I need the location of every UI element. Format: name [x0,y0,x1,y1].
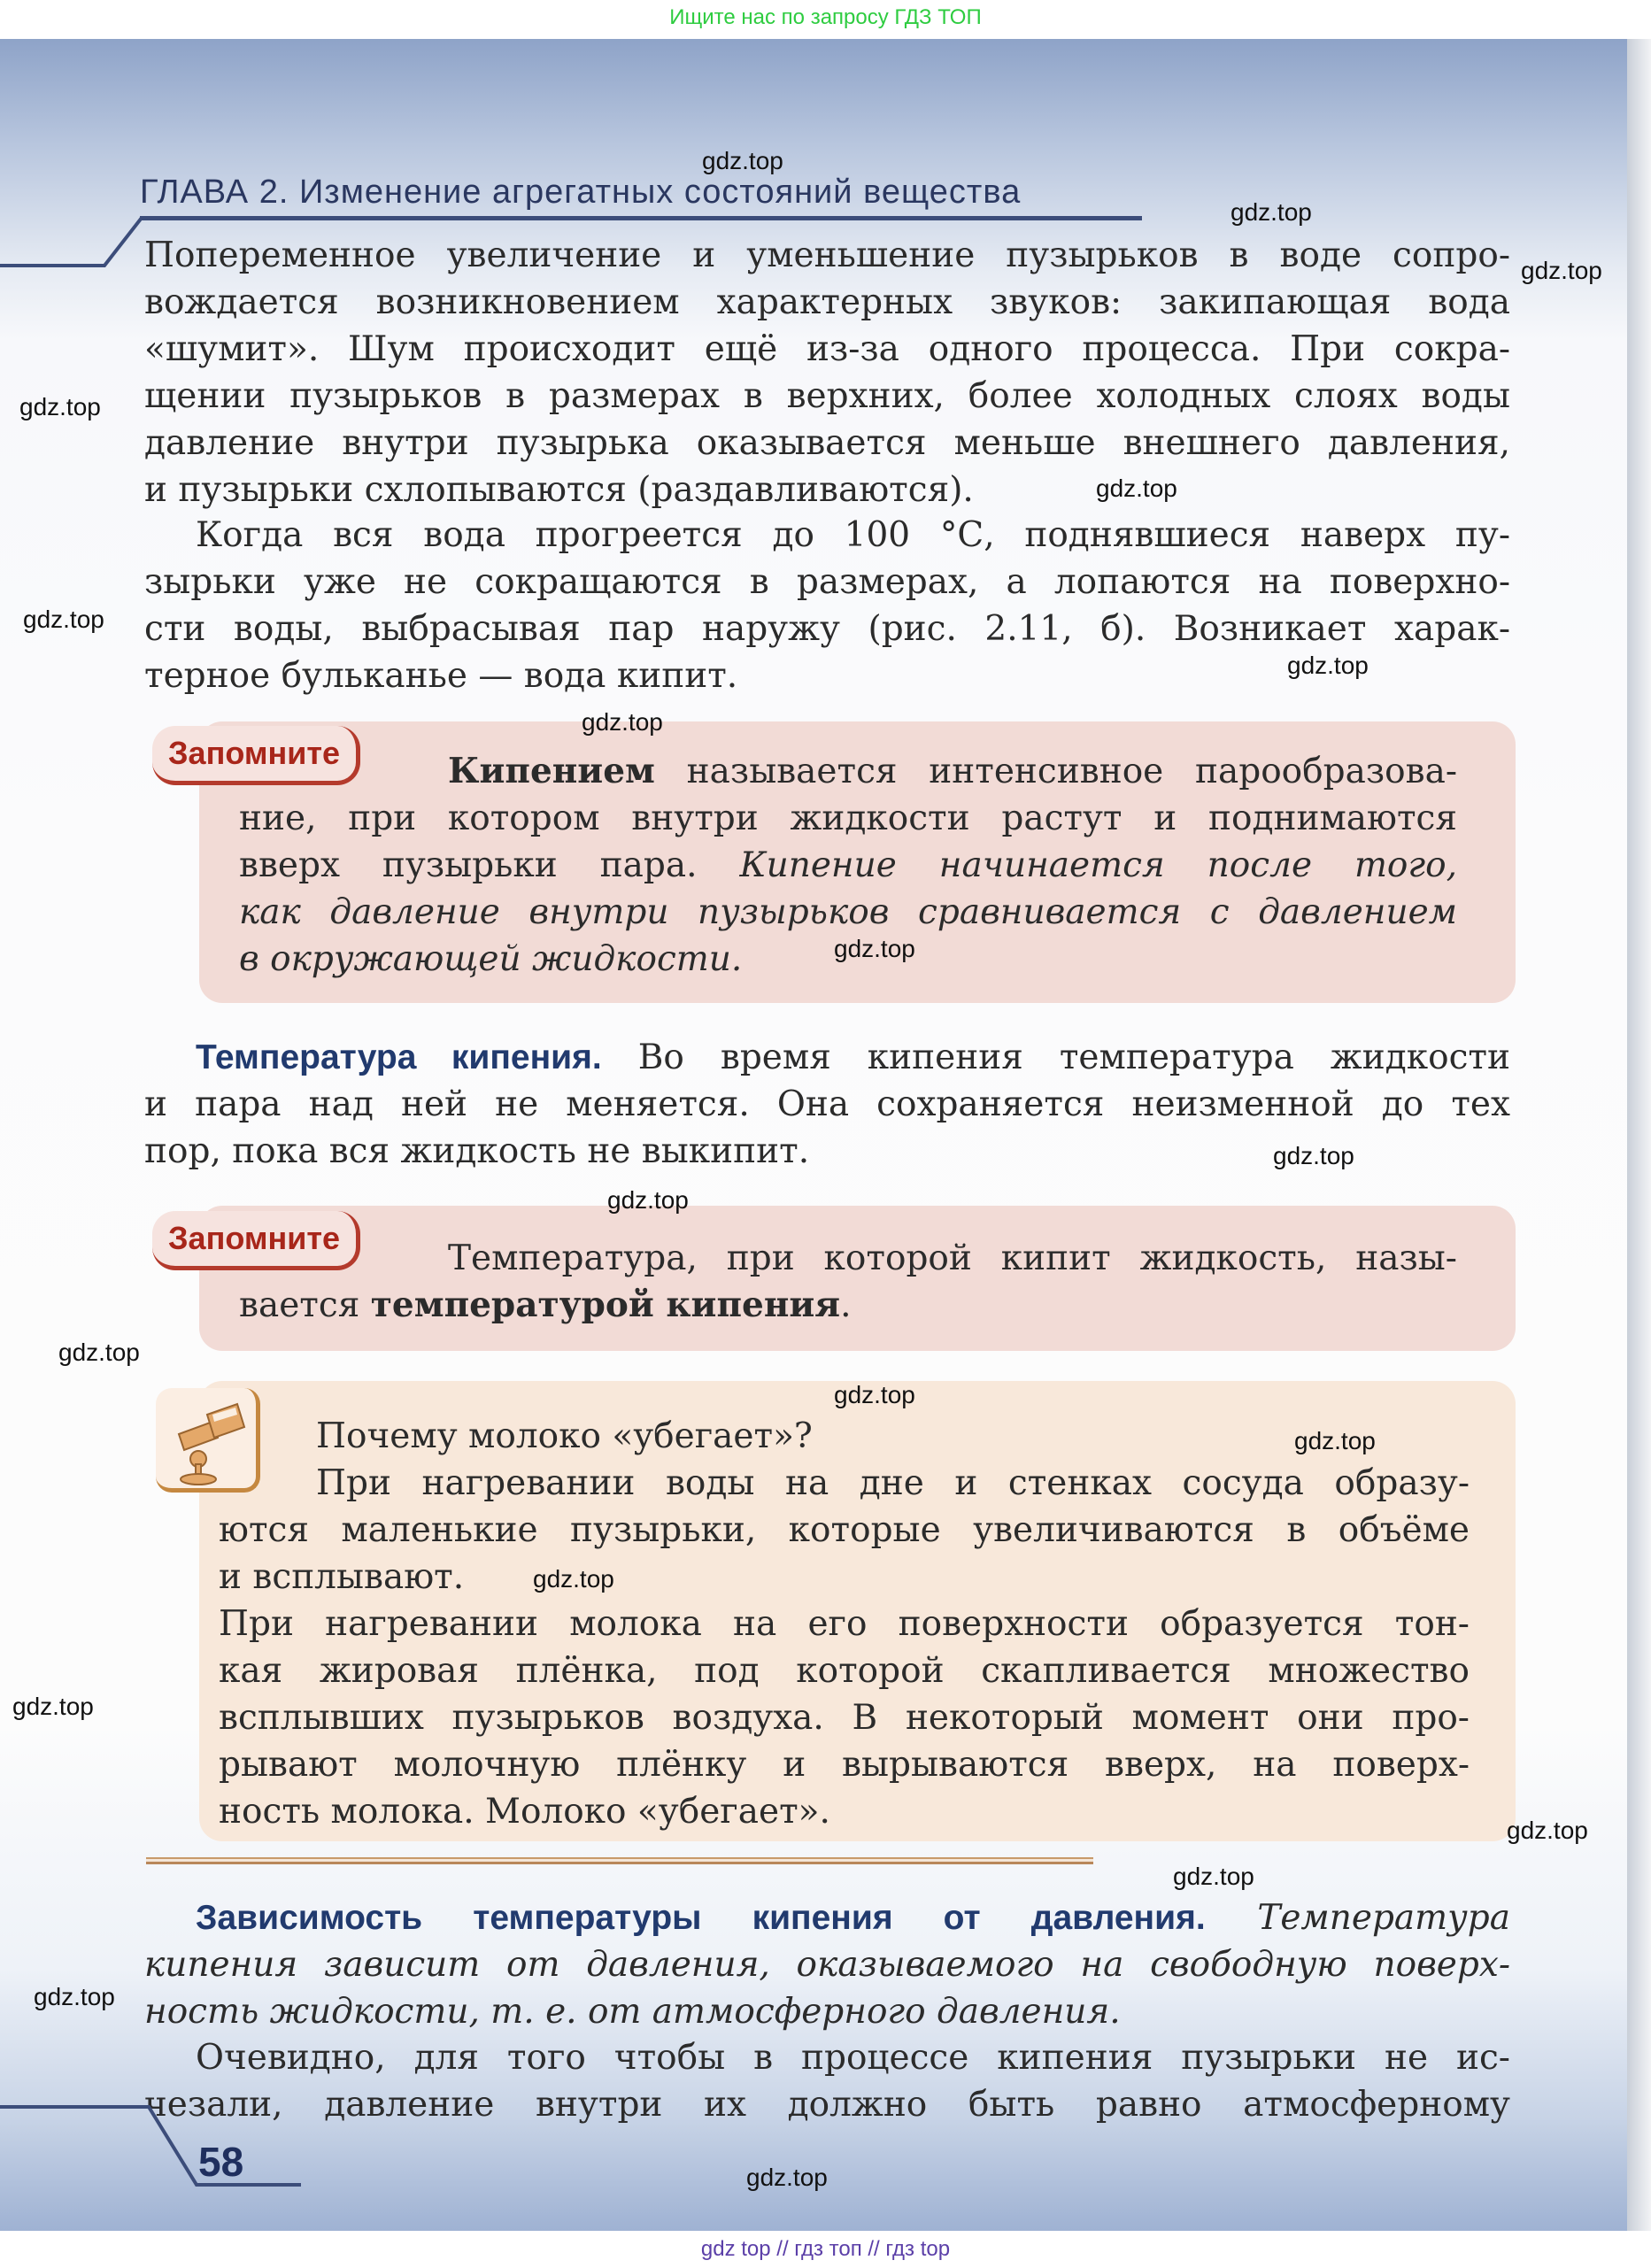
text-line: терное бульканье — вода кипит. [144,656,738,696]
watermark: gdz.top [1173,1863,1254,1890]
remember-2-text [239,1235,1457,1329]
watermark: gdz.top [1096,474,1177,502]
watermark: gdz.top [1507,1817,1588,1844]
text-span: Во время кипения температура жидкости [601,1038,1510,1077]
chapter-rule [140,216,1142,220]
remember-tag: Запомните [152,1211,360,1270]
info-box-text [219,1413,1470,1835]
italic-span: Температура [1205,1898,1510,1938]
text-line: Очевидно, для того чтобы в процессе кипения пузырьки не ис- [196,2038,1510,2078]
section-heading: Температура кипения. [196,1038,602,1076]
text-span: вверх пузырьки пара. [239,845,740,885]
paragraph-1 [144,232,1510,513]
text-line: и пузырьки схлопываются (раздавливаются). [144,470,974,510]
watermark: gdz.top [23,606,104,633]
watermark: gdz.top [58,1338,140,1366]
watermark: gdz.top [1521,257,1602,284]
watermark: gdz.top [1273,1142,1354,1169]
text-line: кая жировая плёнка, под которой скапливается множество [219,1651,1470,1691]
text-line: в окружающей жидкости. [239,939,743,979]
section-pressure [144,1894,1510,2035]
remember-tag: Запомните [152,726,360,785]
watermark: gdz.top [1294,1427,1376,1454]
watermark: gdz.top [1231,198,1312,226]
text-line: пор, пока вся жидкость не выкипит. [144,1131,810,1171]
info-box-title: Почему молоко «убегает»? [316,1416,813,1456]
text-line: щении пузырьков в размерах в верхних, более холодных слоях воды [144,376,1510,416]
text-line: вождается возникновением характерных звуков: закипающая вода [144,282,1510,322]
watermark: gdz.top [19,393,101,420]
text-line: Когда вся вода прогреется до 100 °С, поднявшиеся наверх пу- [196,515,1510,555]
page-number-frame [0,2103,319,2192]
watermark: gdz.top [607,1186,689,1214]
text-span: вается [239,1285,371,1325]
section-separator [146,1857,1093,1864]
text-line: Попеременное увеличение и уменьшение пузырьков в воде сопро- [144,235,1510,275]
text-line: как давление внутри пузырьков сравнивается с давлением [239,892,1457,932]
watermark: gdz.top [834,1381,915,1408]
term-boiling: Кипением [448,751,655,791]
text-line: кипения зависит от давления, оказываемого на свободную поверх- [144,1945,1510,1985]
watermark: gdz.top [1287,652,1369,679]
watermark: gdz.top [746,2164,828,2191]
text-line: всплывших пузырьков воздуха. В некоторый момент они про- [219,1698,1470,1738]
text-line: «шумит». Шум происходит ещё из-за одного процесса. При сокра- [144,329,1510,369]
section-heading: Зависимость температуры кипения от давления. [196,1899,1206,1937]
watermark: gdz.top [582,708,663,736]
text-line: ются маленькие пузырьки, которые увеличиваются в объёме [219,1510,1470,1550]
text-line: ность жидкости, т. е. от атмосферного давления. [144,1992,1121,2032]
watermark: gdz.top [834,935,915,962]
italic-span: Кипение начинается после того, [739,845,1458,885]
text-line: и пара над ней не меняется. Она сохраняется неизменной до тех [144,1084,1510,1124]
text-line: давление внутри пузырька оказывается меньше внешнего давления, [144,423,1510,463]
text-line: чезали, давление внутри их должно быть равно атмосферному [144,2085,1510,2125]
watermark: gdz.top [533,1565,614,1593]
bottom-banner: gdz top // гдз топ // гдз top [0,2231,1651,2268]
chapter-header: ГЛАВА 2. Изменение агрегатных состояний вещества [140,174,1022,211]
text-line: зырьки уже не сокращаются в размерах, а лопаются на поверхно- [144,562,1510,602]
text-line: ние, при котором внутри жидкости растут и поднимаются [239,798,1457,838]
top-banner: Ищите нас по запросу ГДЗ ТОП [0,0,1651,39]
watermark: gdz.top [12,1693,94,1720]
text-line: ность молока. Молоко «убегает». [219,1792,830,1832]
watermark: gdz.top [702,147,783,174]
text-span: называется интенсивное парообразова- [654,752,1457,791]
page-number: 58 [198,2139,244,2185]
watermark: gdz.top [34,1983,115,2010]
text-line: Температура, при которой кипит жидкость, назы- [448,1238,1457,1278]
paragraph-last [144,2034,1510,2128]
text-line: сти воды, выбрасывая пар наружу (рис. 2.11, б). Возникает харак- [144,609,1510,649]
text-line: При нагревании молока на его поверхности образуется тон- [219,1604,1470,1644]
page-edge [1627,39,1651,2231]
text-line: При нагревании воды на дне и стенках сосуда образу- [316,1463,1470,1503]
text-span: . [840,1285,852,1325]
text-line: рывают молочную плёнку и вырываются вверх, на поверх- [219,1745,1470,1785]
term-boiling-temperature: температурой кипения [370,1284,841,1325]
header-divider-line [0,216,150,269]
text-line: и всплывают. [219,1557,465,1597]
